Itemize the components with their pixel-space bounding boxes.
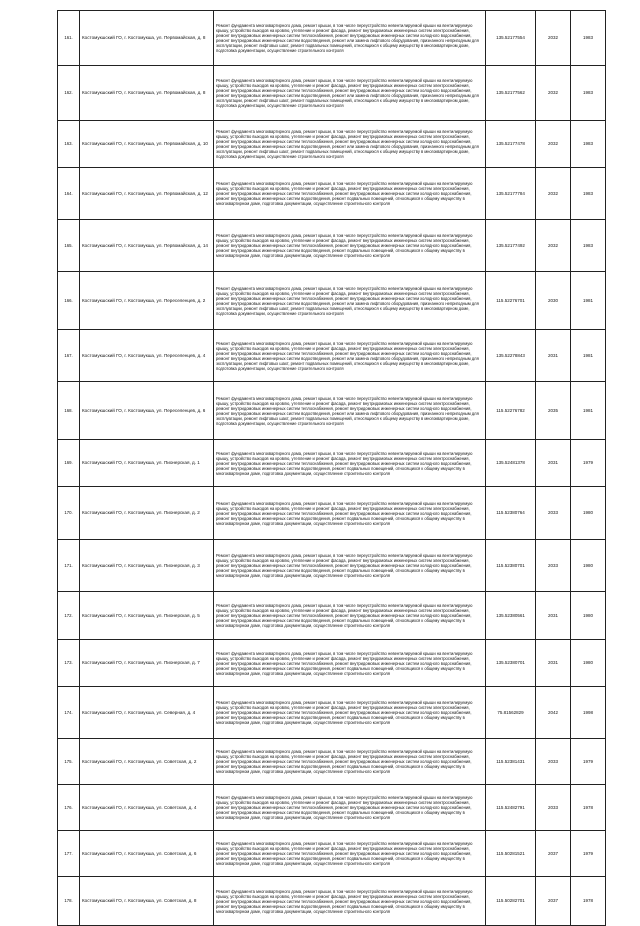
year-built-cell: 1979 [571, 739, 606, 785]
table-row [58, 440, 606, 487]
address-cell: Костомукшский ГО, г. Костомукша, ул. Первомайская, д. 12 [80, 168, 214, 220]
year-built-cell: 1983 [571, 220, 606, 272]
table-row [58, 168, 606, 220]
planned-year-cell: 2032 [536, 168, 571, 220]
table-row [58, 66, 606, 121]
code-cell: 75.81562829 [486, 687, 536, 739]
works-list-cell: Ремонт фундамента многоквартирного дома, ремонт крыши, в том числе переустройство невентилируемой крыши на вентилируемую крышу, устройство выходов на кровлю, утепление и ремонт фасада, ремонт внутридомовых инженерных систем электроснабжения, ремонт внутридомовых инженерных систем теплоснабжения, ремонт внутридомовых инженерных систем холодного водоснабжения, ремонт внутридомовых инженерных систем водоотведения, ремонт или замена лифтового оборудования, признанного непригодным для эксплуатации, ремонт лифтовых шахт, ремонт подвальных помещений, относящихся к общему имуществу в многоквартирном доме, подготовка документации, осуществление строительного контроля [214, 66, 486, 121]
year-built-cell: 1981 [571, 330, 606, 382]
table-row [58, 877, 606, 926]
works-list-cell: Ремонт фундамента многоквартирного дома, ремонт крыши, в том числе переустройство невентилируемой крыши на вентилируемую крышу, устройство выходов на кровлю, утепление и ремонт фасада, ремонт внутридомовых инженерных систем электроснабжения, ремонт внутридомовых инженерных систем теплоснабжения, ремонт внутридомовых инженерных систем холодного водоснабжения, ремонт внутридомовых инженерных систем водоотведения, ремонт подвальных помещений, относящихся к общему имуществу в многоквартирном доме, подготовка документации, осуществление строительного контроля [214, 877, 486, 926]
address-cell: Костомукшский ГО, г. Костомукша, ул. Советская, д. 2 [80, 739, 214, 785]
planned-year-cell: 2032 [536, 66, 571, 121]
document-page [57, 10, 605, 926]
works-list-cell: Ремонт фундамента многоквартирного дома, ремонт крыши, в том числе переустройство невентилируемой крыши на вентилируемую крышу, устройство выходов на кровлю, утепление и ремонт фасада, ремонт внутридомовых инженерных систем электроснабжения, ремонт внутридомовых инженерных систем теплоснабжения, ремонт внутридомовых инженерных систем холодного водоснабжения, ремонт внутридомовых инженерных систем водоотведения, ремонт подвальных помещений, относящихся к общему имуществу в многоквартирном доме, подготовка документации, осуществление строительного контроля [214, 540, 486, 592]
planned-year-cell: 2033 [536, 487, 571, 540]
works-list-cell: Ремонт фундамента многоквартирного дома, ремонт крыши, в том числе переустройство невентилируемой крыши на вентилируемую крышу, устройство выходов на кровлю, утепление и ремонт фасада, ремонт внутридомовых инженерных систем электроснабжения, ремонт внутридомовых инженерных систем теплоснабжения, ремонт внутридомовых инженерных систем холодного водоснабжения, ремонт внутридомовых инженерных систем водоотведения, ремонт подвальных помещений, относящихся к общему имуществу в многоквартирном доме, подготовка документации, осуществление строительного контроля [214, 440, 486, 487]
planned-year-cell: 2042 [536, 687, 571, 739]
table-row [58, 121, 606, 168]
address-cell: Костомукшский ГО, г. Костомукша, ул. Северная, д. 4 [80, 687, 214, 739]
code-cell: 115.52276782 [486, 382, 536, 440]
planned-year-cell: 2031 [536, 330, 571, 382]
works-list-cell: Ремонт фундамента многоквартирного дома, ремонт крыши, в том числе переустройство невентилируемой крыши на вентилируемую крышу, устройство выходов на кровлю, утепление и ремонт фасада, ремонт внутридомовых инженерных систем электроснабжения, ремонт внутридомовых инженерных систем теплоснабжения, ремонт внутридомовых инженерных систем холодного водоснабжения, ремонт внутридомовых инженерных систем водоотведения, ремонт подвальных помещений, относящихся к общему имуществу в многоквартирном доме, подготовка документации, осуществление строительного контроля [214, 592, 486, 640]
code-cell: 115.52380764 [486, 487, 536, 540]
year-built-cell: 1983 [571, 66, 606, 121]
code-cell: 135.52481378 [486, 440, 536, 487]
planned-year-cell: 2032 [536, 11, 571, 66]
address-cell: Костомукшский ГО, г. Костомукша, ул. Первомайская, д. 14 [80, 220, 214, 272]
code-cell: 135.52177478 [486, 121, 536, 168]
address-cell: Костомукшский ГО, г. Костомукша, ул. Переселенцев, д. 2 [80, 272, 214, 330]
year-built-cell: 1980 [571, 640, 606, 687]
code-cell: 115.52276701 [486, 272, 536, 330]
planned-year-cell: 2035 [536, 382, 571, 440]
code-cell: 115.52482791 [486, 785, 536, 831]
row-number-cell: 165. [58, 220, 80, 272]
code-cell: 115.52381431 [486, 739, 536, 785]
works-list-cell: Ремонт фундамента многоквартирного дома, ремонт крыши, в том числе переустройство невентилируемой крыши на вентилируемую крышу, устройство выходов на кровлю, утепление и ремонт фасада, ремонт внутридомовых инженерных систем электроснабжения, ремонт внутридомовых инженерных систем теплоснабжения, ремонт внутридомовых инженерных систем холодного водоснабжения, ремонт внутридомовых инженерных систем водоотведения, ремонт подвальных помещений, относящихся к общему имуществу в многоквартирном доме, подготовка документации, осуществление строительного контроля [214, 640, 486, 687]
table-body [58, 11, 606, 926]
table-row [58, 831, 606, 877]
year-built-cell: 1979 [571, 831, 606, 877]
year-built-cell: 1981 [571, 382, 606, 440]
year-built-cell: 1981 [571, 272, 606, 330]
address-cell: Костомукшский ГО, г. Костомукша, ул. Первомайская, д. 10 [80, 121, 214, 168]
year-built-cell: 1980 [571, 592, 606, 640]
table-row [58, 330, 606, 382]
row-number-cell: 162. [58, 66, 80, 121]
year-built-cell: 1980 [571, 487, 606, 540]
address-cell: Костомукшский ГО, г. Костомукша, ул. Переселенцев, д. 6 [80, 382, 214, 440]
works-list-cell: Ремонт фундамента многоквартирного дома, ремонт крыши, в том числе переустройство невентилируемой крыши на вентилируемую крышу, устройство выходов на кровлю, утепление и ремонт фасада, ремонт внутридомовых инженерных систем электроснабжения, ремонт внутридомовых инженерных систем теплоснабжения, ремонт внутридомовых инженерных систем холодного водоснабжения, ремонт внутридомовых инженерных систем водоотведения, ремонт подвальных помещений, относящихся к общему имуществу в многоквартирном доме, подготовка документации, осуществление строительного контроля [214, 687, 486, 739]
year-built-cell: 1980 [571, 540, 606, 592]
year-built-cell: 1983 [571, 11, 606, 66]
works-list-cell: Ремонт фундамента многоквартирного дома, ремонт крыши, в том числе переустройство невентилируемой крыши на вентилируемую крышу, устройство выходов на кровлю, утепление и ремонт фасада, ремонт внутридомовых инженерных систем электроснабжения, ремонт внутридомовых инженерных систем теплоснабжения, ремонт внутридомовых инженерных систем холодного водоснабжения, ремонт внутридомовых инженерных систем водоотведения, ремонт или замена лифтового оборудования, признанного непригодным для эксплуатации, ремонт лифтовых шахт, ремонт подвальных помещений, относящихся к общему имуществу в многоквартирном доме, подготовка документации, осуществление строительного контроля [214, 121, 486, 168]
code-cell: 115.50282701 [486, 877, 536, 926]
table-row [58, 687, 606, 739]
works-list-cell: Ремонт фундамента многоквартирного дома, ремонт крыши, в том числе переустройство невентилируемой крыши на вентилируемую крышу, устройство выходов на кровлю, утепление и ремонт фасада, ремонт внутридомовых инженерных систем электроснабжения, ремонт внутридомовых инженерных систем теплоснабжения, ремонт внутридомовых инженерных систем холодного водоснабжения, ремонт внутридомовых инженерных систем водоотведения, ремонт или замена лифтового оборудования, признанного непригодным для эксплуатации, ремонт лифтовых шахт, ремонт подвальных помещений, относящихся к общему имуществу в многоквартирном доме, подготовка документации, осуществление строительного контроля [214, 11, 486, 66]
code-cell: 135.52380561 [486, 592, 536, 640]
row-number-cell: 171. [58, 540, 80, 592]
code-cell: 115.52380701 [486, 540, 536, 592]
table-row [58, 640, 606, 687]
code-cell: 115.50281521 [486, 831, 536, 877]
planned-year-cell: 2031 [536, 640, 571, 687]
row-number-cell: 174. [58, 687, 80, 739]
code-cell: 135.52177554 [486, 11, 536, 66]
planned-year-cell: 2037 [536, 831, 571, 877]
address-cell: Костомукшский ГО, г. Костомукша, ул. Пионерская, д. 1 [80, 440, 214, 487]
table-row [58, 592, 606, 640]
year-built-cell: 1978 [571, 877, 606, 926]
row-number-cell: 176. [58, 785, 80, 831]
row-number-cell: 170. [58, 487, 80, 540]
row-number-cell: 172. [58, 592, 80, 640]
code-cell: 135.52177562 [486, 66, 536, 121]
planned-year-cell: 2037 [536, 877, 571, 926]
works-list-cell: Ремонт фундамента многоквартирного дома, ремонт крыши, в том числе переустройство невентилируемой крыши на вентилируемую крышу, устройство выходов на кровлю, утепление и ремонт фасада, ремонт внутридомовых инженерных систем электроснабжения, ремонт внутридомовых инженерных систем теплоснабжения, ремонт внутридомовых инженерных систем холодного водоснабжения, ремонт внутридомовых инженерных систем водоотведения, ремонт подвальных помещений, относящихся к общему имуществу в многоквартирном доме, подготовка документации, осуществление строительного контроля [214, 220, 486, 272]
table-row [58, 739, 606, 785]
works-list-cell: Ремонт фундамента многоквартирного дома, ремонт крыши, в том числе переустройство невентилируемой крыши на вентилируемую крышу, устройство выходов на кровлю, утепление и ремонт фасада, ремонт внутридомовых инженерных систем электроснабжения, ремонт внутридомовых инженерных систем теплоснабжения, ремонт внутридомовых инженерных систем холодного водоснабжения, ремонт внутридомовых инженерных систем водоотведения, ремонт подвальных помещений, относящихся к общему имуществу в многоквартирном доме, подготовка документации, осуществление строительного контроля [214, 168, 486, 220]
table-row [58, 11, 606, 66]
planned-year-cell: 2033 [536, 739, 571, 785]
address-cell: Костомукшский ГО, г. Костомукша, ул. Первомайская, д. 8 [80, 11, 214, 66]
table-row [58, 272, 606, 330]
works-list-cell: Ремонт фундамента многоквартирного дома, ремонт крыши, в том числе переустройство невентилируемой крыши на вентилируемую крышу, устройство выходов на кровлю, утепление и ремонт фасада, ремонт внутридомовых инженерных систем электроснабжения, ремонт внутридомовых инженерных систем теплоснабжения, ремонт внутридомовых инженерных систем холодного водоснабжения, ремонт внутридомовых инженерных систем водоотведения, ремонт подвальных помещений, относящихся к общему имуществу в многоквартирном доме, подготовка документации, осуществление строительного контроля [214, 831, 486, 877]
row-number-cell: 168. [58, 382, 80, 440]
row-number-cell: 175. [58, 739, 80, 785]
repair-program-table [57, 10, 606, 926]
works-list-cell: Ремонт фундамента многоквартирного дома, ремонт крыши, в том числе переустройство невентилируемой крыши на вентилируемую крышу, устройство выходов на кровлю, утепление и ремонт фасада, ремонт внутридомовых инженерных систем электроснабжения, ремонт внутридомовых инженерных систем теплоснабжения, ремонт внутридомовых инженерных систем холодного водоснабжения, ремонт внутридомовых инженерных систем водоотведения, ремонт подвальных помещений, относящихся к общему имуществу в многоквартирном доме, подготовка документации, осуществление строительного контроля [214, 487, 486, 540]
row-number-cell: 161. [58, 11, 80, 66]
address-cell: Костомукшский ГО, г. Костомукша, ул. Советская, д. 8 [80, 877, 214, 926]
works-list-cell: Ремонт фундамента многоквартирного дома, ремонт крыши, в том числе переустройство невентилируемой крыши на вентилируемую крышу, устройство выходов на кровлю, утепление и ремонт фасада, ремонт внутридомовых инженерных систем электроснабжения, ремонт внутридомовых инженерных систем теплоснабжения, ремонт внутридомовых инженерных систем холодного водоснабжения, ремонт внутридомовых инженерных систем водоотведения, ремонт подвальных помещений, относящихся к общему имуществу в многоквартирном доме, подготовка документации, осуществление строительного контроля [214, 739, 486, 785]
table-row [58, 487, 606, 540]
table-row [58, 540, 606, 592]
code-cell: 135.52177492 [486, 220, 536, 272]
works-list-cell: Ремонт фундамента многоквартирного дома, ремонт крыши, в том числе переустройство невентилируемой крыши на вентилируемую крышу, устройство выходов на кровлю, утепление и ремонт фасада, ремонт внутридомовых инженерных систем электроснабжения, ремонт внутридомовых инженерных систем теплоснабжения, ремонт внутридомовых инженерных систем холодного водоснабжения, ремонт внутридомовых инженерных систем водоотведения, ремонт подвальных помещений, относящихся к общему имуществу в многоквартирном доме, подготовка документации, осуществление строительного контроля [214, 785, 486, 831]
code-cell: 135.52177784 [486, 168, 536, 220]
table-row [58, 785, 606, 831]
works-list-cell: Ремонт фундамента многоквартирного дома, ремонт крыши, в том числе переустройство невентилируемой крыши на вентилируемую крышу, устройство выходов на кровлю, утепление и ремонт фасада, ремонт внутридомовых инженерных систем электроснабжения, ремонт внутридомовых инженерных систем теплоснабжения, ремонт внутридомовых инженерных систем холодного водоснабжения, ремонт внутридомовых инженерных систем водоотведения, ремонт или замена лифтового оборудования, признанного непригодным для эксплуатации, ремонт лифтовых шахт, ремонт подвальных помещений, относящихся к общему имуществу в многоквартирном доме, подготовка документации, осуществление строительного контроля [214, 272, 486, 330]
works-list-cell: Ремонт фундамента многоквартирного дома, ремонт крыши, в том числе переустройство невентилируемой крыши на вентилируемую крышу, устройство выходов на кровлю, утепление и ремонт фасада, ремонт внутридомовых инженерных систем электроснабжения, ремонт внутридомовых инженерных систем теплоснабжения, ремонт внутридомовых инженерных систем холодного водоснабжения, ремонт внутридомовых инженерных систем водоотведения, ремонт или замена лифтового оборудования, признанного непригодным для эксплуатации, ремонт лифтовых шахт, ремонт подвальных помещений, относящихся к общему имуществу в многоквартирном доме, подготовка документации, осуществление строительного контроля [214, 382, 486, 440]
address-cell: Костомукшский ГО, г. Костомукша, ул. Пионерская, д. 5 [80, 592, 214, 640]
row-number-cell: 164. [58, 168, 80, 220]
planned-year-cell: 2032 [536, 220, 571, 272]
code-cell: 135.52380701 [486, 640, 536, 687]
address-cell: Костомукшский ГО, г. Костомукша, ул. Переселенцев, д. 4 [80, 330, 214, 382]
planned-year-cell: 2031 [536, 592, 571, 640]
year-built-cell: 1998 [571, 687, 606, 739]
address-cell: Костомукшский ГО, г. Костомукша, ул. Первомайская, д. 8 [80, 66, 214, 121]
row-number-cell: 177. [58, 831, 80, 877]
address-cell: Костомукшский ГО, г. Костомукша, ул. Пионерская, д. 3 [80, 540, 214, 592]
year-built-cell: 1978 [571, 785, 606, 831]
year-built-cell: 1983 [571, 168, 606, 220]
row-number-cell: 169. [58, 440, 80, 487]
row-number-cell: 163. [58, 121, 80, 168]
table-row [58, 220, 606, 272]
planned-year-cell: 2033 [536, 540, 571, 592]
planned-year-cell: 2032 [536, 121, 571, 168]
row-number-cell: 178. [58, 877, 80, 926]
planned-year-cell: 2030 [536, 272, 571, 330]
row-number-cell: 173. [58, 640, 80, 687]
address-cell: Костомукшский ГО, г. Костомукша, ул. Пионерская, д. 7 [80, 640, 214, 687]
works-list-cell: Ремонт фундамента многоквартирного дома, ремонт крыши, в том числе переустройство невентилируемой крыши на вентилируемую крышу, устройство выходов на кровлю, утепление и ремонт фасада, ремонт внутридомовых инженерных систем электроснабжения, ремонт внутридомовых инженерных систем теплоснабжения, ремонт внутридомовых инженерных систем холодного водоснабжения, ремонт внутридомовых инженерных систем водоотведения, ремонт или замена лифтового оборудования, признанного непригодным для эксплуатации, ремонт лифтовых шахт, ремонт подвальных помещений, относящихся к общему имуществу в многоквартирном доме, подготовка документации, осуществление строительного контроля [214, 330, 486, 382]
address-cell: Костомукшский ГО, г. Костомукша, ул. Советская, д. 6 [80, 831, 214, 877]
address-cell: Костомукшский ГО, г. Костомукша, ул. Пионерская, д. 2 [80, 487, 214, 540]
table-row [58, 382, 606, 440]
address-cell: Костомукшский ГО, г. Костомукша, ул. Советская, д. 4 [80, 785, 214, 831]
planned-year-cell: 2031 [536, 440, 571, 487]
code-cell: 135.52278843 [486, 330, 536, 382]
row-number-cell: 166. [58, 272, 80, 330]
planned-year-cell: 2033 [536, 785, 571, 831]
year-built-cell: 1979 [571, 440, 606, 487]
year-built-cell: 1983 [571, 121, 606, 168]
row-number-cell: 167. [58, 330, 80, 382]
